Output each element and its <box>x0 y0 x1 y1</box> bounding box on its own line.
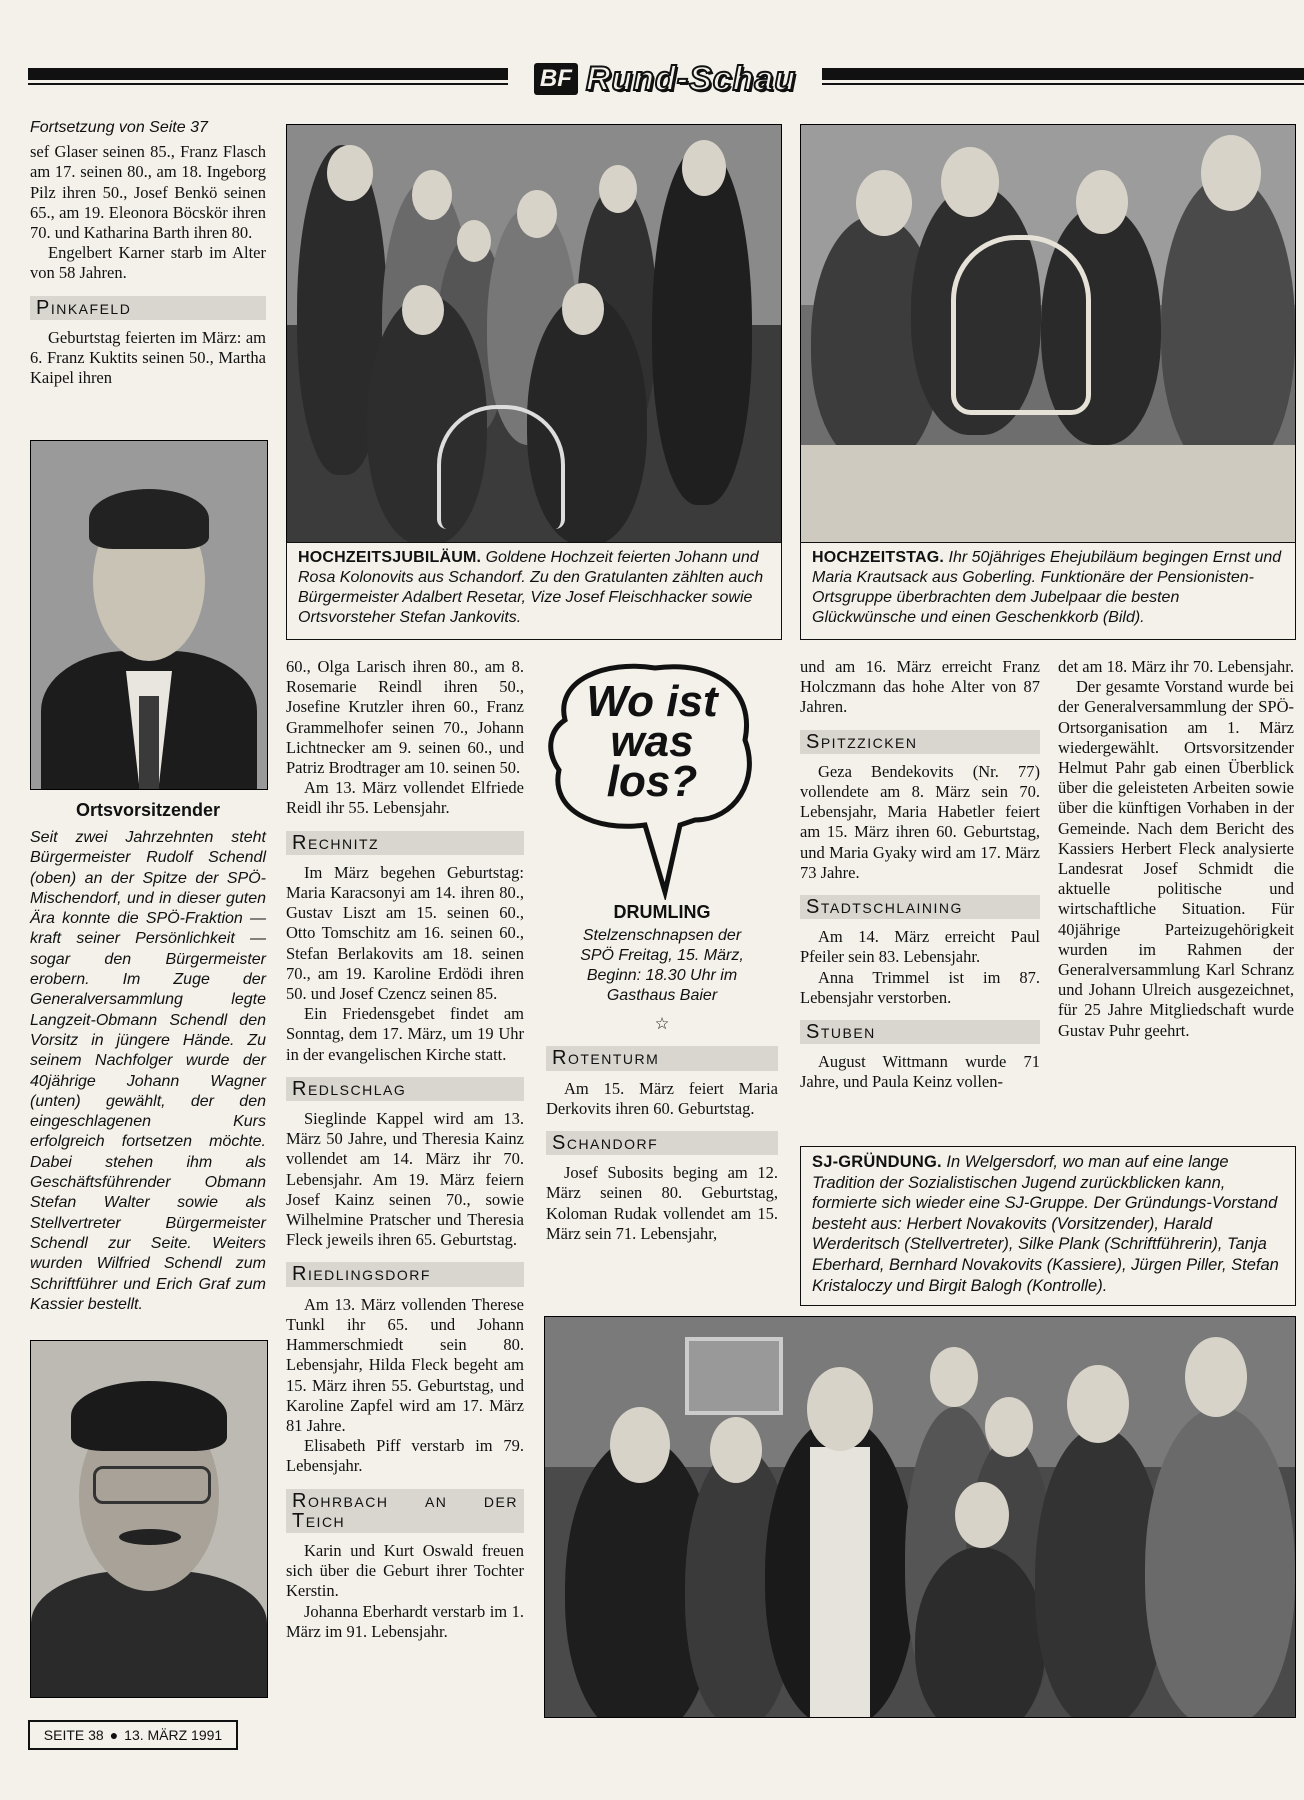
masthead-title: Rund-Schau <box>585 59 797 98</box>
section-head-stadtschlaining: Stadtschlaining <box>800 895 1040 919</box>
column-5 <box>1058 657 1294 1041</box>
sidebar-text: Seit zwei Jahrzehnten steht Bürgermeister Rudolf Schendl (oben) an der Spitze der SPÖ-Mischendorf, und in dieser guten Ära konnte die SPÖ-Fraktion — kraft seiner Persönlichkeit — sogar den Bürgermeister erobern. Im Zuge der Generalversammlung legte Langzeit-Obmann Schendl den Vorsitz in jüngere Hände. Zu seinem Nachfolger wurde der 40jährige Johann Wagner (unten) gewählt, der den eingeschlagenen Kurs erfolgreich fortsetzen möchte. Dabei stehen ihm als Geschäftsführender Obmann Stefan Walter sowie als Stellvertreter Bürgermeister Schendl zur Seite. Weiters wurden Wilfried Schendl zum Schriftführer und Erich Graf zum Kassier bestellt. <box>30 829 266 1313</box>
photo2-table <box>801 445 1295 543</box>
speech-bubble-text: Wo ist was los? <box>586 677 718 806</box>
caption1-head: HOCHZEITSJUBILÄUM. <box>298 549 482 566</box>
rechnitz-p2: Ein Friedensgebet findet am Sonntag, dem 17. März, um 19 Uhr in der evangelischen Kirche statt. <box>286 1004 524 1064</box>
page-footer <box>28 1720 238 1750</box>
caption-sj-head: SJ-GRÜNDUNG. <box>812 1153 942 1171</box>
photo2-woman-left-face <box>856 170 912 236</box>
portrait-wagner-glasses <box>93 1466 211 1504</box>
col5-p2: Der gesamte Vorstand wurde bei der Generalversammlung der SPÖ-Ortsorganisation am 1. März wiedergewählt. Ortsvorsitzender Helmut Pahr gab einen Überblick über die geleisteten Arbeiten sowie über die künftigen Vorhaben in der Gemeinde. Nach dem Bericht des Kassiers Herbert Fleck analysierte Landesrat Josef Schmidt die aktuelle politische und wirtschaftliche Situation. Für 40jährige Parteizugehörigkeit wurden im Rahmen der Generalversammlung Karl Schranz und Johann Ulreich ausgezeichnet, für 25 Jahre Mitgliedschaft wurde Gustav Puhr geehrt. <box>1058 677 1294 1040</box>
intro-paragraph-2: Engelbert Karner starb im Alter von 58 Jahren. <box>30 243 266 283</box>
sj-person-3-shirt <box>810 1447 870 1717</box>
col2-p2: Am 13. März vollendet Elfriede Reidl ihr 55. Lebensjahr. <box>286 778 524 818</box>
footer-page-number: SEITE 38 <box>43 1727 104 1743</box>
photo1-face-1 <box>327 145 373 201</box>
column-4 <box>800 657 1040 1093</box>
caption2-head: HOCHZEITSTAG. <box>812 549 945 566</box>
photo1-seated-man-face <box>562 283 604 335</box>
caption-sj-gruendung <box>812 1152 1286 1296</box>
schandorf-p1: Josef Subosits beging am 12. März seinen 80. Geburtstag, Koloman Rudak vollendet am 15. März sein 71. Lebensjahr, <box>546 1163 778 1243</box>
sj-person-4-face <box>930 1347 978 1407</box>
portrait-wagner-hair <box>71 1381 227 1451</box>
pinkafeld-text: Geburtstag feierten im März: am 6. Franz Kuktits seinen 50., Martha Kaipel ihren <box>30 327 266 388</box>
masthead-logo-box: BF <box>534 63 578 95</box>
caption-hochzeitsjubilaeum <box>298 548 772 628</box>
col2-p1: 60., Olga Larisch ihren 80., am 8. Rosemarie Reindl ihren 50., Josefine Krutzler ihren 60., Franz Grammelhofer seinen 70., Johann Lichtnecker am 9. seinen 60., und Patriz Brodtrager am 10. seinen 50. <box>286 657 524 778</box>
col5-p1: det am 18. März ihr 70. Lebensjahr. <box>1058 657 1294 676</box>
rotenturm-p1: Am 15. März feiert Maria Derkovits ihren 60. Geburtstag. <box>546 1078 778 1118</box>
header-rule-left <box>28 68 508 80</box>
masthead <box>514 56 816 102</box>
section-head-rotenturm: Rotenturm <box>546 1046 778 1070</box>
sj-photo-picture-frame <box>685 1337 783 1415</box>
photo1-face-4 <box>517 190 557 238</box>
portrait-wagner-mustache <box>119 1529 181 1545</box>
section-head-rohrbach: Rohrbach an der Teich <box>286 1489 524 1533</box>
drumling-head: DRUMLING <box>613 902 711 922</box>
rohrbach-p2: Johanna Eberhardt verstarb im 1. März im 91. Lebensjahr. <box>286 1601 524 1641</box>
sj-person-3-face <box>807 1367 873 1451</box>
sj-person-7-face <box>1185 1337 1247 1417</box>
riedlingsdorf-p1: Am 13. März vollenden Therese Tunkl ihr 65. und Johann Hammerschmiedt sein 80. Lebensjahr, Hilda Fleck begeht am 15. März ihren 55. Geburtstag, und Karoline Zapfel wird am 17. März 81 Jahre. <box>286 1294 524 1435</box>
caption-hochzeitstag <box>812 548 1286 628</box>
portrait-schendl-hair <box>89 489 209 549</box>
photo-hochzeitstag <box>800 124 1296 544</box>
continuation-note: Fortsetzung von Seite 37 <box>30 119 208 136</box>
photo2-man-right-face <box>1201 135 1261 211</box>
caption1-text: Goldene Hochzeit feierten Johann und Rosa Kolonovits aus Schandorf. Zu den Gratulanten zählten auch Bürgermeister Adalbert Resetar, Vize Josef Fleischhacker sowie Ortsvorsteher Stefan Jankovits. <box>298 549 764 626</box>
section-head-pinkafeld: Pinkafeld <box>30 296 266 320</box>
rechnitz-p1: Im März begehen Geburtstag: Maria Karacsonyi am 14. ihren 80., Gustav Liszt am 15. seinen 60., Otto Tomschitz am 16. seinen 60., Stefan Berlakovits am 18. seinen 70., am 19. Karoline Erdödi ihren 50. und Josef Czencz seinen 85. <box>286 862 524 1004</box>
portrait-schendl-tie <box>139 696 159 790</box>
footer-bullet: ● <box>109 1727 119 1743</box>
speech-bubble <box>545 660 759 900</box>
spitzzicken-p1: Geza Bendekovits (Nr. 77) vollendete am 8. März sein 70. Lebensjahr, Maria Habetler feiert am 15. März ihren 60. Geburtstag, und Maria Gyaky wird am 17. März 73 Jahre. <box>800 761 1040 882</box>
footer-date: 13. MÄRZ 1991 <box>124 1727 223 1743</box>
section-head-rechnitz: Rechnitz <box>286 831 524 855</box>
stadtschlaining-p2: Anna Trimmel ist im 87. Lebensjahr verstorben. <box>800 967 1040 1007</box>
photo2-man-right <box>1161 175 1295 475</box>
column-3 <box>546 902 778 1244</box>
stuben-p1: August Wittmann wurde 71 Jahre, und Paula Keinz vollen- <box>800 1052 1040 1092</box>
left-column-intro <box>30 118 266 388</box>
sj-person-5-face <box>985 1397 1033 1457</box>
sj-person-1-face <box>610 1407 670 1483</box>
caption-sj-text: In Welgersdorf, wo man auf eine lange Tradition der Sozialistischen Jugend zurückblicken kann, formierte sich wieder eine SJ-Gruppe. Der Gründungs-Vorstand besteht aus: Herbert Novakovits (Vorsitzender), Harald Werderitsch (Stellvertreter), Silke Plank (Schriftführerin), Tanja Eberhard, Bernhard Novakovits (Kassiere), Jürgen Piller, Stefan Kristaloczy und Birgit Balogh (Kontrolle). <box>812 1153 1279 1295</box>
photo1-person-6 <box>652 145 752 505</box>
section-head-stuben: Stuben <box>800 1020 1040 1044</box>
stadtschlaining-p1: Am 14. März erreicht Paul Pfeiler sein 83. Lebensjahr. <box>800 927 1040 967</box>
riedlingsdorf-p2: Elisabeth Piff verstarb im 79. Lebensjahr. <box>286 1436 524 1476</box>
section-head-redlschlag: Redlschlag <box>286 1077 524 1101</box>
section-head-riedlingsdorf: Riedlingsdorf <box>286 1262 524 1286</box>
photo1-face-6 <box>682 140 726 196</box>
portrait-wagner <box>30 1340 268 1698</box>
sj-person-6-face <box>1067 1365 1129 1443</box>
sj-child-face <box>955 1482 1009 1548</box>
photo-sj-gruendung <box>544 1316 1296 1718</box>
caption2-text: Ihr 50jähriges Ehejubiläum begingen Ernst und Maria Krautsack aus Goberling. Funktionäre der Pensionisten-Ortsgruppe überbrachten dem Jubelpaar die besten Glückwünsche und einen Geschenkkorb (Bild). <box>812 549 1282 626</box>
photo1-gift-basket <box>437 405 565 529</box>
photo2-man-center-face <box>941 147 999 217</box>
header-rule-right <box>822 68 1304 80</box>
photo1-face-5 <box>599 165 637 213</box>
col4-p1: und am 16. März erreicht Franz Holczmann das hohe Alter von 87 Jahren. <box>800 657 1040 717</box>
intro-paragraph-1: sef Glaser seinen 85., Franz Flasch am 17. seinen 80., am 18. Ingeborg Pilz ihren 50., Josef Benkö seinen 65., am 19. Eleonora Böcskör ihren 70. und Katharina Barth ihren 80. <box>30 142 266 243</box>
drumling-text: Stelzenschnapsen der SPÖ Freitag, 15. März, Beginn: 18.30 Uhr im Gasthaus Baier <box>580 927 744 1005</box>
sidebar-title-ortsvorsitzender: Ortsvorsitzender <box>75 800 221 820</box>
column-2 <box>286 657 524 1642</box>
photo-hochzeitsjubilaeum <box>286 124 782 544</box>
photo2-woman-right-face <box>1076 170 1128 234</box>
photo1-seated-woman-face <box>402 285 444 335</box>
sj-person-2-face <box>710 1417 762 1483</box>
section-head-spitzzicken: Spitzzicken <box>800 730 1040 754</box>
redlschlag-p1: Sieglinde Kappel wird am 13. März 50 Jahre, und Theresia Kainz vollendet am 14. März ihr 70. Lebensjahr. Am 19. März feiern Josef Kainz seinen 70., sowie Wilhelmine Pratscher und Theresia Fleck jeweils ihren 65. Geburtstag. <box>286 1109 524 1250</box>
star-divider: ☆ <box>654 1014 670 1034</box>
photo2-gift-basket <box>951 235 1091 415</box>
portrait-schendl <box>30 440 268 790</box>
photo1-face-3 <box>457 220 491 262</box>
section-head-schandorf: Schandorf <box>546 1131 778 1155</box>
sj-person-7 <box>1145 1407 1295 1718</box>
rohrbach-p1: Karin und Kurt Oswald freuen sich über die Geburt ihrer Tochter Kerstin. <box>286 1540 524 1601</box>
photo1-face-2 <box>412 170 452 220</box>
